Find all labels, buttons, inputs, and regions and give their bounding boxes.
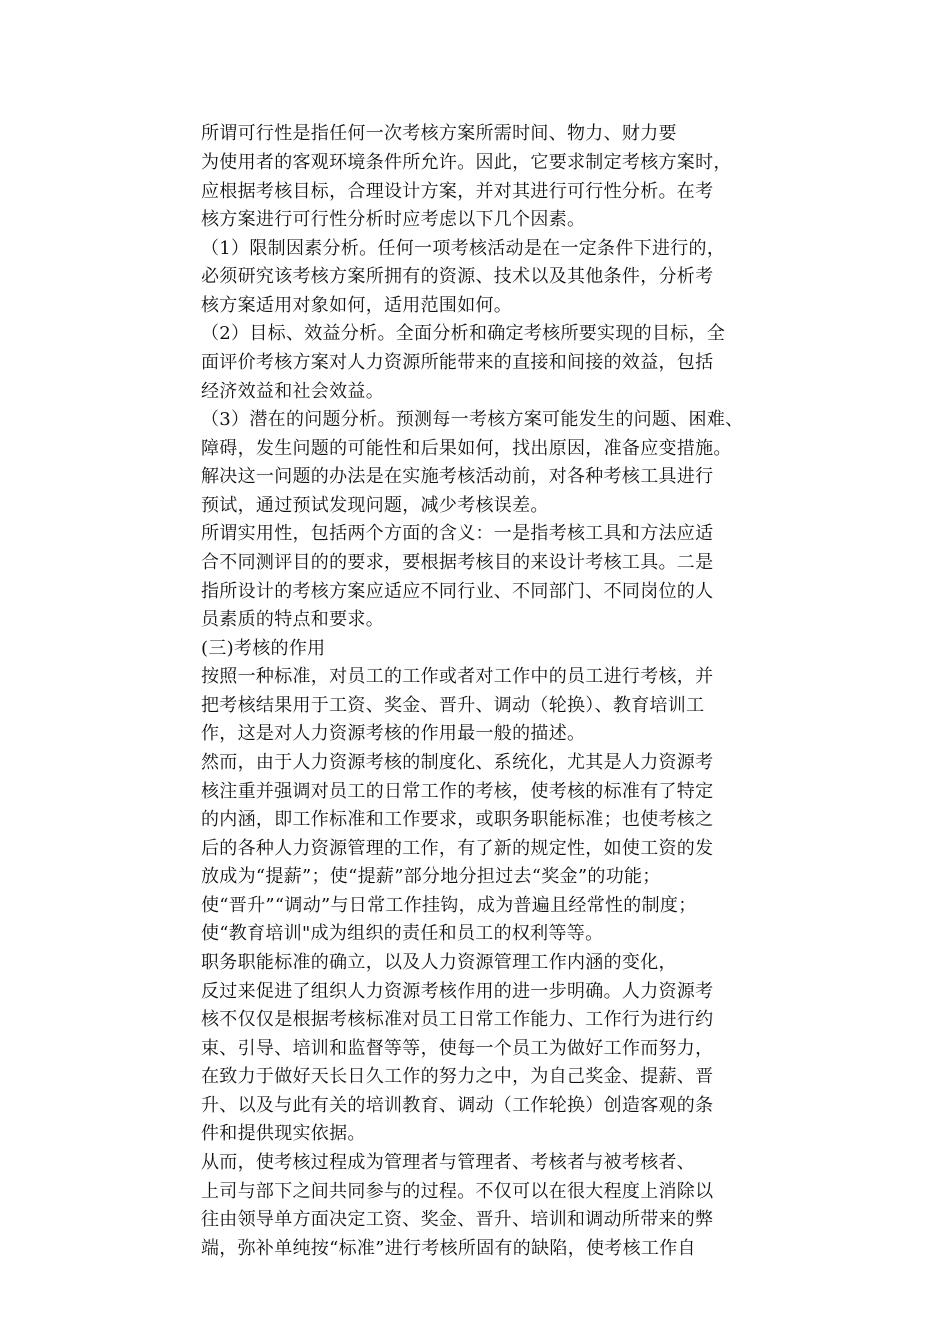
text-line: 然而，由于人力资源考核的制度化、系统化，尤其是人力资源考 xyxy=(201,752,714,773)
text-line: 在致力于做好天长日久工作的努力之中，为自己奖金、提薪、晋 xyxy=(201,1066,714,1087)
text-line: 指所设计的考核方案应适应不同行业、不同部门、不同岗位的人 xyxy=(201,581,714,602)
text-line: 的内涵，即工作标准和工作要求，或职务职能标准；也使考核之 xyxy=(201,809,714,830)
text-line: 所谓可行性是指任何一次考核方案所需时间、物力、财力要 xyxy=(201,123,677,144)
text-line: 后的各种人力资源管理的工作，有了新的规定性，如使工资的发 xyxy=(201,838,714,859)
text-line: 使“教育培训"成为组织的责任和员工的权利等等。 xyxy=(201,923,604,944)
text-line: 端，弥补单纯按“标准”进行考核所固有的缺陷，使考核工作自 xyxy=(201,1238,696,1259)
text-line: （3）潜在的问题分析。预测每一考核方案可能发生的问题、困难、 xyxy=(201,409,744,430)
text-line: 作，这是对人力资源考核的作用最一般的描述。 xyxy=(201,723,586,744)
text-line: 核注重并强调对员工的日常工作的考核，使考核的标准有了特定 xyxy=(201,781,714,802)
text-line: 反过来促进了组织人力资源考核作用的进一步明确。人力资源考 xyxy=(201,981,714,1002)
text-line: 职务职能标准的确立，以及人力资源管理工作内涵的变化， xyxy=(201,952,677,973)
section-heading: (三)考核的作用 xyxy=(201,638,326,659)
text-line: （2）目标、效益分析。全面分析和确定考核所要实现的目标，全 xyxy=(201,323,726,344)
text-line: 员素质的特点和要求。 xyxy=(201,609,384,630)
text-line: 核方案适用对象如何，适用范围如何。 xyxy=(201,295,513,316)
text-line: 按照一种标准，对员工的工作或者对工作中的员工进行考核，并 xyxy=(201,666,714,687)
text-line: 合不同测评目的的要求，要根据考核目的来设计考核工具。二是 xyxy=(201,552,714,573)
text-line: 升、以及与此有关的培训教育、调动（工作轮换）创造客观的条 xyxy=(201,1095,714,1116)
text-line: 必须研究该考核方案所拥有的资源、技术以及其他条件，分析考 xyxy=(201,266,714,287)
text-line: 解决这一问题的办法是在实施考核活动前，对各种考核工具进行 xyxy=(201,466,714,487)
text-line: 所谓实用性，包括两个方面的含义：一是指考核工具和方法应适 xyxy=(201,523,714,544)
text-line: 往由领导单方面决定工资、奖金、晋升、培训和调动所带来的弊 xyxy=(201,1209,714,1230)
text-line: 核方案进行可行性分析时应考虑以下几个因素。 xyxy=(201,209,586,230)
text-line: 应根据考核目标，合理设计方案，并对其进行可行性分析。在考 xyxy=(201,181,714,202)
text-line: （1）限制因素分析。任何一项考核活动是在一定条件下进行的， xyxy=(201,238,726,259)
text-line: 束、引导、培训和监督等等，使每一个员工为做好工作而努力， xyxy=(201,1038,714,1059)
text-line: 障碍，发生问题的可能性和后果如何，找出原因，准备应变措施。 xyxy=(201,438,732,459)
text-line: 核不仅仅是根据考核标准对员工日常工作能力、工作行为进行约 xyxy=(201,1009,714,1030)
text-line: 面评价考核方案对人力资源所能带来的直接和间接的效益，包括 xyxy=(201,352,714,373)
text-line: 从而，使考核过程成为管理者与管理者、考核者与被考核者、 xyxy=(201,1152,696,1173)
text-line: 为使用者的客观环境条件所允许。因此，它要求制定考核方案时， xyxy=(201,152,732,173)
text-line: 件和提供现实依据。 xyxy=(201,1123,366,1144)
text-line: 上司与部下之间共同参与的过程。不仅可以在很大程度上消除以 xyxy=(201,1181,714,1202)
text-line: 预试，通过预试发现问题，减少考核误差。 xyxy=(201,495,549,516)
text-line: 把考核结果用于工资、奖金、晋升、调动（轮换）、教育培训工 xyxy=(201,695,705,716)
text-line: 使“晋升”“调动”与日常工作挂钩，成为普遍且经常性的制度； xyxy=(201,895,697,916)
text-line: 经济效益和社会效益。 xyxy=(201,381,384,402)
text-line: 放成为“提薪”；使“提薪”部分地分担过去“奖金”的功能； xyxy=(201,866,661,887)
